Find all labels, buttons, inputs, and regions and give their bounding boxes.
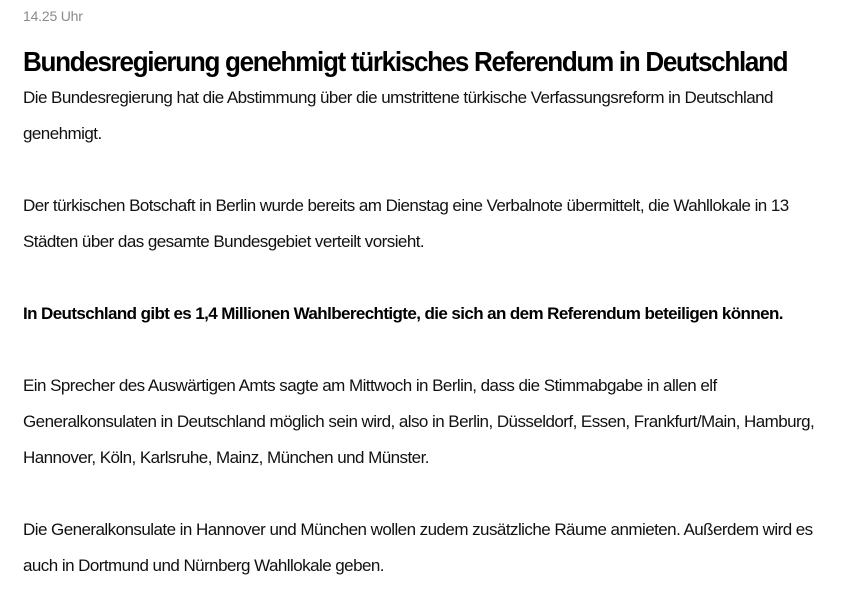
article-headline: Bundesregierung genehmigt türkisches Referendum in Deutschland [23, 46, 788, 77]
article-timestamp: 14.25 Uhr [23, 8, 83, 24]
article-paragraph-embassy: Der türkischen Botschaft in Berlin wurde bereits am Dienstag eine Verbalnote übermittelt, die Wahllokale in 13 Städten über das gesamte Bundesgebiet verteilt vorsieht. [23, 196, 789, 251]
article-paragraph-consulates: Ein Sprecher des Auswärtigen Amts sagte am Mittwoch in Berlin, dass die Stimmabgabe in allen elf Generalkonsulaten in Deutschland möglich sein wird, also in Berlin, Düsseldorf, Essen, Frankfurt/Main, Hamburg, Hannover, Köln, Karlsruhe, Mainz, München und Münster. [23, 376, 815, 467]
article-paragraph-lead: Die Bundesregierung hat die Abstimmung über die umstrittene türkische Verfassungsreform in Deutschland genehmigt. [23, 88, 773, 143]
article-paragraph-highlight: In Deutschland gibt es 1,4 Millionen Wahlberechtigte, die sich an dem Referendum beteiligen können. [23, 304, 783, 323]
article-paragraph-additional: Die Generalkonsulate in Hannover und München wollen zudem zusätzliche Räume anmieten. Außerdem wird es auch in Dortmund und Nürnberg Wahllokale geben. [23, 520, 813, 575]
